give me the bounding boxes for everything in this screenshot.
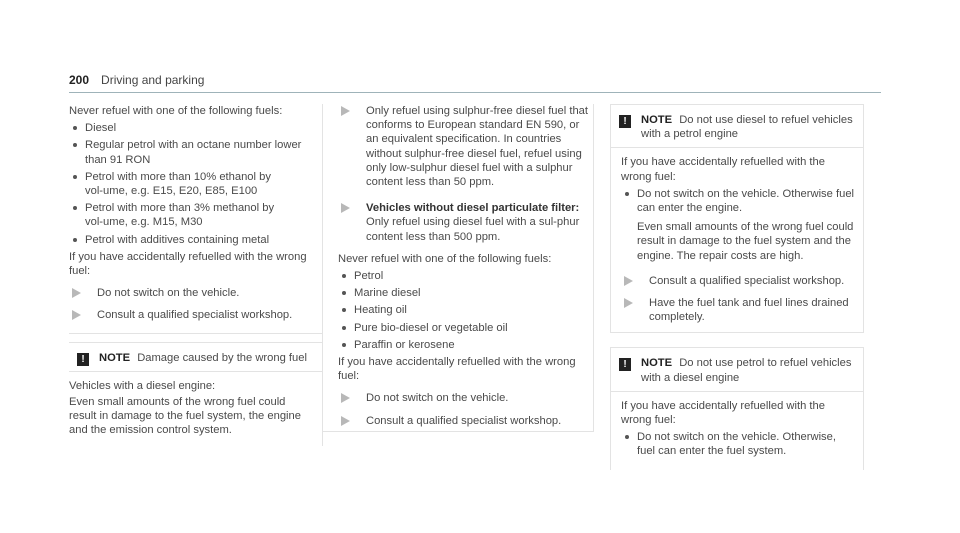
list-item: Petrol <box>338 269 592 283</box>
note-box-petrol-in-diesel <box>610 347 864 469</box>
note-title: Damage caused by the wrong fuel <box>137 351 307 364</box>
column-1 <box>69 104 323 446</box>
column-2-bottom-rule <box>322 431 594 432</box>
action-step <box>69 286 314 300</box>
list-item: Regular petrol with an octane number lower than 91 RON <box>69 138 314 166</box>
arrow-icon <box>341 393 350 403</box>
list-item: Petrol with more than 3% methanol by vol‑ume, e.g. M15, M30 <box>69 201 314 229</box>
arrow-icon <box>72 310 81 320</box>
if-refuelled-text: If you have accidentally refuelled with the wrong fuel: <box>338 356 576 383</box>
list-item: Diesel <box>69 121 314 135</box>
list-item: Petrol with more than 10% ethanol by vol‑ume, e.g. E15, E20, E85, E100 <box>69 170 314 198</box>
petrol-fuel-list <box>69 121 314 247</box>
page-number: 200 <box>69 73 90 87</box>
note-line: Even small amounts of the wrong fuel could result in damage to the fuel system, the engine and the emission control system. <box>69 396 301 437</box>
arrow-icon <box>341 416 350 426</box>
if-refuelled-text: If you have accidentally refuelled with the wrong fuel: <box>621 156 825 183</box>
note-label: NOTE <box>99 351 131 364</box>
column-2 <box>338 104 592 428</box>
note-title: Do not use petrol to refuel vehicles with a diesel engine <box>641 357 852 384</box>
note-title: Do not use diesel to refuel vehicles with a petrol engine <box>641 114 853 141</box>
diesel-fuel-list <box>338 269 592 352</box>
intro-text: Never refuel with one of the following fuels: <box>69 105 283 117</box>
note-label: NOTE <box>641 114 673 126</box>
action-text: Consult a qualified specialist workshop. <box>97 309 293 322</box>
list-item: Heating oil <box>338 303 592 317</box>
intro-text: Never refuel with one of the following fuels: <box>338 252 552 265</box>
arrow-icon <box>72 288 81 298</box>
arrow-icon <box>624 276 633 286</box>
note-line: Vehicles with a diesel engine: <box>69 379 216 392</box>
action-text: Do not switch on the vehicle. <box>366 392 509 405</box>
note-body <box>611 392 863 470</box>
if-refuelled-text: If you have accidentally refuelled with the wrong fuel: <box>621 399 825 427</box>
note-body <box>69 372 322 446</box>
note-label: NOTE <box>641 357 673 370</box>
fuel-warning-box <box>69 104 323 334</box>
bullet-text: Do not switch on the vehicle. Otherwise fuel can enter the engine. <box>637 187 855 215</box>
note-box-wrong-fuel <box>69 342 323 446</box>
note-body <box>611 148 863 332</box>
bullet-extra: Even small amounts of the wrong fuel could result in damage to the fuel system and the engine. The repair costs are high. <box>637 221 854 262</box>
arrow-icon <box>341 106 350 116</box>
action-text: Consult a qualified specialist workshop. <box>366 414 562 427</box>
header-rule <box>69 92 881 93</box>
list-item: Petrol with additives containing metal <box>69 233 314 247</box>
action-step <box>338 201 592 244</box>
list-item: Marine diesel <box>338 286 592 300</box>
note-header <box>69 343 322 372</box>
action-step <box>338 391 592 405</box>
if-refuelled-text: If you have accidentally refuelled with the wrong fuel: <box>69 250 307 278</box>
action-text: Only refuel using sulphur-free diesel fuel that conforms to European standard EN 590, or an equivalent specification. In countries without sulphur-free diesel fuel, refuel using only low-sulphur diesel fuel with a sulphur content less than 50 ppm. <box>366 105 589 189</box>
action-step <box>69 308 314 322</box>
list-item: Pure bio-diesel or vegetable oil <box>338 321 592 335</box>
page-header <box>69 73 881 93</box>
list-item: Do not switch on the vehicle. Otherwise, fuel can enter the fuel system. <box>621 430 855 458</box>
action-text: Consult a qualified specialist workshop. <box>649 274 845 287</box>
arrow-icon <box>624 298 633 308</box>
action-text: Do not switch on the vehicle. <box>97 287 240 300</box>
arrow-icon <box>341 203 350 213</box>
column-3 <box>610 104 864 470</box>
list-item <box>621 187 855 263</box>
note-box-diesel-in-petrol <box>610 104 864 333</box>
warning-icon: ! <box>619 115 631 128</box>
section-title: Driving and parking <box>101 73 205 87</box>
action-title: Vehicles without diesel particulate filter: <box>366 202 580 215</box>
action-step <box>621 296 855 324</box>
warning-icon: ! <box>619 358 631 371</box>
note-header <box>611 105 863 148</box>
note-header <box>611 348 863 391</box>
action-step <box>621 274 855 288</box>
action-step <box>338 104 592 189</box>
action-text: Only refuel using diesel fuel with a sul‑phur content less than 500 ppm. <box>366 216 580 243</box>
column-divider <box>322 104 323 428</box>
note-bullets <box>621 187 855 263</box>
column-divider <box>593 104 594 431</box>
action-step <box>338 414 592 428</box>
warning-icon: ! <box>77 353 89 366</box>
action-text: Have the fuel tank and fuel lines drained completely. <box>649 297 849 324</box>
note-bullets <box>621 430 855 458</box>
list-item: Paraffin or kerosene <box>338 338 592 352</box>
